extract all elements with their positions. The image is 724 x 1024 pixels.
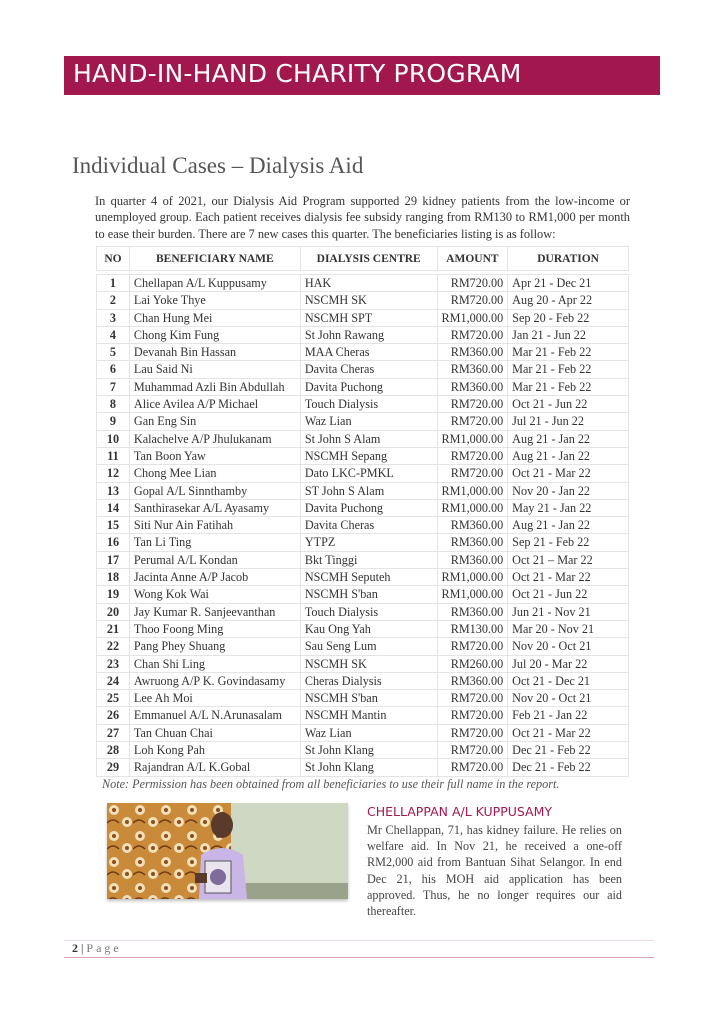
row-no: 21 xyxy=(97,620,130,637)
page-number: 2 xyxy=(72,941,78,955)
header-name: BENEFICIARY NAME xyxy=(129,247,300,271)
row-amount: RM1,000.00 xyxy=(437,499,508,516)
intro-paragraph: In quarter 4 of 2021, our Dialysis Aid Program supported 29 kidney patients from the low-income or unemployed group. Each patient receives dialysis fee subsidy ranging from RM130 to RM1,000 per month to ease their burden. There are 7 new cases this quarter. The beneficiaries listing is as follow: xyxy=(95,194,630,241)
row-duration: Mar 21 - Feb 22 xyxy=(508,378,629,395)
table-row xyxy=(97,482,629,499)
table-body xyxy=(97,271,629,777)
row-no: 11 xyxy=(97,447,130,464)
row-amount: RM360.00 xyxy=(437,517,508,534)
row-centre: Touch Dialysis xyxy=(300,603,437,620)
row-name: Tan Boon Yaw xyxy=(129,447,300,464)
row-no: 20 xyxy=(97,603,130,620)
row-name: Chan Hung Mei xyxy=(129,309,300,326)
row-centre: Waz Lian xyxy=(300,413,437,430)
beneficiaries-table xyxy=(96,246,629,777)
row-amount: RM1,000.00 xyxy=(437,569,508,586)
row-centre: Dato LKC-PMKL xyxy=(300,465,437,482)
row-name: Muhammad Azli Bin Abdullah xyxy=(129,378,300,395)
table-row xyxy=(97,586,629,603)
row-amount: RM720.00 xyxy=(437,326,508,343)
row-no: 27 xyxy=(97,724,130,741)
table-row xyxy=(97,603,629,620)
table-row xyxy=(97,396,629,413)
footer-divider-top xyxy=(64,940,654,941)
permission-note: Note: Permission has been obtained from all beneficiaries to use their full name in the report. xyxy=(102,777,560,791)
row-centre: Touch Dialysis xyxy=(300,396,437,413)
row-duration: Oct 21 - Jun 22 xyxy=(508,396,629,413)
row-centre: NSCMH SK xyxy=(300,655,437,672)
table-header-row xyxy=(97,247,629,271)
row-centre: ST John S Alam xyxy=(300,482,437,499)
header-amount: AMOUNT xyxy=(437,247,508,271)
row-no: 5 xyxy=(97,344,130,361)
row-amount: RM720.00 xyxy=(437,638,508,655)
row-amount: RM360.00 xyxy=(437,672,508,689)
table-row xyxy=(97,378,629,395)
header-duration: DURATION xyxy=(508,247,629,271)
row-duration: May 21 - Jan 22 xyxy=(508,499,629,516)
table-row xyxy=(97,499,629,516)
row-centre: Davita Puchong xyxy=(300,499,437,516)
row-amount: RM720.00 xyxy=(437,742,508,759)
row-name: Devanah Bin Hassan xyxy=(129,344,300,361)
row-name: Loh Kong Pah xyxy=(129,742,300,759)
header-centre: DIALYSIS CENTRE xyxy=(300,247,437,271)
row-no: 13 xyxy=(97,482,130,499)
row-amount: RM720.00 xyxy=(437,292,508,309)
row-name: Gan Eng Sin xyxy=(129,413,300,430)
row-duration: Oct 21 – Mar 22 xyxy=(508,551,629,568)
row-amount: RM260.00 xyxy=(437,655,508,672)
row-no: 1 xyxy=(97,275,130,292)
footer-separator: | xyxy=(81,941,84,955)
row-no: 24 xyxy=(97,672,130,689)
row-name: Jay Kumar R. Sanjeevanthan xyxy=(129,603,300,620)
table-row xyxy=(97,430,629,447)
table-row xyxy=(97,620,629,637)
row-no: 25 xyxy=(97,690,130,707)
row-centre: Davita Puchong xyxy=(300,378,437,395)
row-name: Kalachelve A/P Jhulukanam xyxy=(129,430,300,447)
row-duration: Aug 21 - Jan 22 xyxy=(508,430,629,447)
row-amount: RM1,000.00 xyxy=(437,586,508,603)
row-amount: RM1,000.00 xyxy=(437,430,508,447)
row-no: 22 xyxy=(97,638,130,655)
row-duration: Oct 21 - Jun 22 xyxy=(508,586,629,603)
row-name: Rajandran A/L K.Gobal xyxy=(129,759,300,776)
row-duration: Aug 21 - Jan 22 xyxy=(508,517,629,534)
table-row xyxy=(97,344,629,361)
row-duration: Mar 20 - Nov 21 xyxy=(508,620,629,637)
row-no: 23 xyxy=(97,655,130,672)
table-row xyxy=(97,361,629,378)
row-no: 19 xyxy=(97,586,130,603)
row-name: Siti Nur Ain Fatihah xyxy=(129,517,300,534)
row-amount: RM720.00 xyxy=(437,465,508,482)
row-centre: St John Klang xyxy=(300,759,437,776)
row-name: Lee Ah Moi xyxy=(129,690,300,707)
row-amount: RM360.00 xyxy=(437,361,508,378)
row-duration: Jan 21 - Jun 22 xyxy=(508,326,629,343)
row-duration: Dec 21 - Feb 22 xyxy=(508,742,629,759)
row-duration: Oct 21 - Mar 22 xyxy=(508,465,629,482)
row-centre: St John Klang xyxy=(300,742,437,759)
row-amount: RM720.00 xyxy=(437,707,508,724)
row-centre: St John Rawang xyxy=(300,326,437,343)
row-amount: RM360.00 xyxy=(437,344,508,361)
row-no: 8 xyxy=(97,396,130,413)
row-no: 18 xyxy=(97,569,130,586)
table-row xyxy=(97,292,629,309)
row-centre: NSCMH Mantin xyxy=(300,707,437,724)
row-name: Lai Yoke Thye xyxy=(129,292,300,309)
footer-divider xyxy=(64,957,654,958)
row-no: 28 xyxy=(97,742,130,759)
page-footer xyxy=(72,941,122,956)
row-centre: YTPZ xyxy=(300,534,437,551)
story-text: Mr Chellappan, 71, has kidney failure. He relies on welfare aid. In Nov 21, he received a one-off RM2,000 aid from Bantuan Sihat Selangor. In end Dec 21, his MOH aid application has been approved. Thus, he no longer requires our aid thereafter. xyxy=(367,823,622,919)
row-name: Tan Chuan Chai xyxy=(129,724,300,741)
row-name: Awruong A/P K. Govindasamy xyxy=(129,672,300,689)
row-no: 12 xyxy=(97,465,130,482)
row-name: Perumal A/L Kondan xyxy=(129,551,300,568)
row-amount: RM360.00 xyxy=(437,378,508,395)
table-row xyxy=(97,551,629,568)
row-no: 26 xyxy=(97,707,130,724)
row-name: Alice Avilea A/P Michael xyxy=(129,396,300,413)
row-name: Thoo Foong Ming xyxy=(129,620,300,637)
row-no: 7 xyxy=(97,378,130,395)
table-row xyxy=(97,569,629,586)
row-centre: Waz Lian xyxy=(300,724,437,741)
row-amount: RM1,000.00 xyxy=(437,309,508,326)
row-name: Wong Kok Wai xyxy=(129,586,300,603)
row-centre: HAK xyxy=(300,275,437,292)
row-duration: Oct 21 - Mar 22 xyxy=(508,724,629,741)
row-amount: RM130.00 xyxy=(437,620,508,637)
row-duration: Sep 21 - Feb 22 xyxy=(508,534,629,551)
table-row xyxy=(97,465,629,482)
row-amount: RM1,000.00 xyxy=(437,482,508,499)
header-banner xyxy=(64,56,660,95)
row-amount: RM720.00 xyxy=(437,396,508,413)
row-duration: Nov 20 - Oct 21 xyxy=(508,638,629,655)
row-centre: Bkt Tinggi xyxy=(300,551,437,568)
table-row xyxy=(97,309,629,326)
row-amount: RM720.00 xyxy=(437,275,508,292)
row-centre: NSCMH SPT xyxy=(300,309,437,326)
row-no: 10 xyxy=(97,430,130,447)
row-amount: RM720.00 xyxy=(437,690,508,707)
table-row xyxy=(97,534,629,551)
row-centre: NSCMH SK xyxy=(300,292,437,309)
row-no: 17 xyxy=(97,551,130,568)
table-row xyxy=(97,275,629,292)
row-duration: Oct 21 - Mar 22 xyxy=(508,569,629,586)
row-amount: RM360.00 xyxy=(437,603,508,620)
row-centre: Sau Seng Lum xyxy=(300,638,437,655)
row-amount: RM720.00 xyxy=(437,724,508,741)
beneficiary-photo xyxy=(107,803,348,899)
row-centre: NSCMH S'ban xyxy=(300,586,437,603)
row-no: 2 xyxy=(97,292,130,309)
row-name: Jacinta Anne A/P Jacob xyxy=(129,569,300,586)
row-duration: Sep 20 - Feb 22 xyxy=(508,309,629,326)
row-duration: Jul 20 - Mar 22 xyxy=(508,655,629,672)
table-row xyxy=(97,655,629,672)
row-centre: NSCMH S'ban xyxy=(300,690,437,707)
story-title: CHELLAPPAN A/L KUPPUSAMY xyxy=(367,804,553,819)
row-name: Chan Shi Ling xyxy=(129,655,300,672)
header-no: NO xyxy=(97,247,130,271)
table-row xyxy=(97,326,629,343)
row-amount: RM720.00 xyxy=(437,759,508,776)
table-row xyxy=(97,517,629,534)
table-row xyxy=(97,447,629,464)
row-duration: Dec 21 - Feb 22 xyxy=(508,759,629,776)
row-name: Pang Phey Shuang xyxy=(129,638,300,655)
row-duration: Apr 21 - Dec 21 xyxy=(508,275,629,292)
row-duration: Nov 20 - Oct 21 xyxy=(508,690,629,707)
table-row xyxy=(97,690,629,707)
row-centre: Kau Ong Yah xyxy=(300,620,437,637)
row-duration: Aug 20 - Apr 22 xyxy=(508,292,629,309)
row-name: Emmanuel A/L N.Arunasalam xyxy=(129,707,300,724)
table-row xyxy=(97,742,629,759)
row-centre: NSCMH Seputeh xyxy=(300,569,437,586)
banner-title: HAND-IN-HAND CHARITY PROGRAM xyxy=(73,59,522,88)
row-no: 4 xyxy=(97,326,130,343)
table-row xyxy=(97,759,629,776)
row-amount: RM720.00 xyxy=(437,447,508,464)
table-row xyxy=(97,707,629,724)
row-no: 3 xyxy=(97,309,130,326)
page-label: Page xyxy=(86,941,122,955)
row-amount: RM360.00 xyxy=(437,551,508,568)
row-centre: MAA Cheras xyxy=(300,344,437,361)
row-duration: Jul 21 - Jun 22 xyxy=(508,413,629,430)
row-name: Chong Mee Lian xyxy=(129,465,300,482)
row-amount: RM720.00 xyxy=(437,413,508,430)
row-amount: RM360.00 xyxy=(437,534,508,551)
row-name: Gopal A/L Sinnthamby xyxy=(129,482,300,499)
row-centre: Cheras Dialysis xyxy=(300,672,437,689)
row-centre: Davita Cheras xyxy=(300,517,437,534)
row-name: Tan Li Ting xyxy=(129,534,300,551)
row-no: 15 xyxy=(97,517,130,534)
row-no: 9 xyxy=(97,413,130,430)
row-centre: NSCMH Sepang xyxy=(300,447,437,464)
row-name: Lau Said Ni xyxy=(129,361,300,378)
section-title: Individual Cases – Dialysis Aid xyxy=(72,153,364,178)
row-name: Santhirasekar A/L Ayasamy xyxy=(129,499,300,516)
row-duration: Aug 21 - Jan 22 xyxy=(508,447,629,464)
row-duration: Oct 21 - Dec 21 xyxy=(508,672,629,689)
table-row xyxy=(97,638,629,655)
row-no: 16 xyxy=(97,534,130,551)
table-row xyxy=(97,724,629,741)
table-row xyxy=(97,413,629,430)
row-centre: Davita Cheras xyxy=(300,361,437,378)
row-duration: Mar 21 - Feb 22 xyxy=(508,361,629,378)
row-duration: Nov 20 - Jan 22 xyxy=(508,482,629,499)
row-centre: St John S Alam xyxy=(300,430,437,447)
row-no: 14 xyxy=(97,499,130,516)
row-name: Chong Kim Fung xyxy=(129,326,300,343)
row-no: 6 xyxy=(97,361,130,378)
row-no: 29 xyxy=(97,759,130,776)
row-duration: Feb 21 - Jan 22 xyxy=(508,707,629,724)
row-duration: Jun 21 - Nov 21 xyxy=(508,603,629,620)
row-duration: Mar 21 - Feb 22 xyxy=(508,344,629,361)
row-name: Chellapan A/L Kuppusamy xyxy=(129,275,300,292)
table-row xyxy=(97,672,629,689)
